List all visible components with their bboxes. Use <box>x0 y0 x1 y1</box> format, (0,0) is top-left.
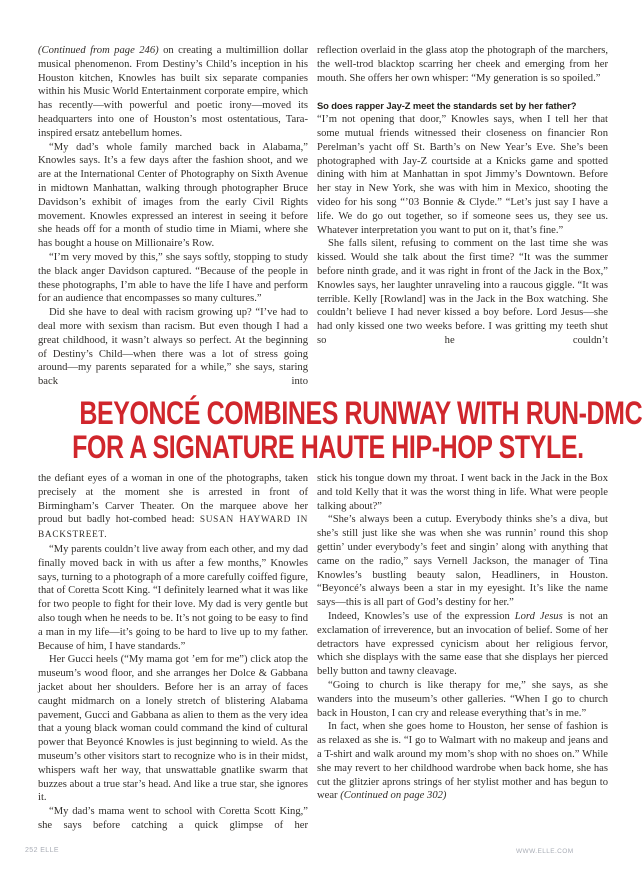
continued-on-note: (Continued on page 302) <box>340 790 447 802</box>
paragraph-text: In fact, when she goes home to Houston, her sense of fashion is as relaxed as she is. “I go to Walmart with no makeup and jeans and a T-shirt and walk around my mom’s shop with no shoes on.” While she may revert to her childhood wardrobe when back home, she has cut the glitzier aprons strings of her stylist mother and has begun to wear <box>317 721 608 802</box>
paragraph <box>317 610 608 679</box>
paragraph: “My dad’s whole family marched back in Alabama,” Knowles says. It’s a few days after the fashion shoot, and we are at the International Center of Photography on Sixth Avenue in midtown Manhattan, walking through photographer Bruce Davidson’s exhibit of images from the early Civil Rights movement. Knowles expressed an interest in seeing it before she heads off for a month of studio time in Miami, where she has bought a house on Millionaire’s Row. <box>38 141 308 250</box>
paragraph: Did she have to deal with racism growing up? “I’ve had to deal more with sexism than racism. But even though I had a great childhood, it wasn’t always so perfect. At the beginning of Destiny’s Child—when there was a lot of stress going around—my parents separated for a while,” she says, staring back into <box>38 307 308 388</box>
headline <box>0 396 642 464</box>
column-bottom-left <box>38 472 308 833</box>
paragraph-text: is not an exclamation of irreverence, but an invocation of belief. Some of her detractors have expressed cynicism about her religious fervor, which she displays with the same ease that she displays her pierced belly button and tawny cleavage. <box>317 610 608 678</box>
column-top-left <box>38 44 308 389</box>
paragraph: Her Gucci heels (“My mama got ’em for me”) click atop the museum’s wood floor, and she arranges her Dolce & Gabbana jacket about her shoulders. Before her is an array of faces caught midmarch on a lonely stretch of blistering Alabama pavement, Gucci and Gabbana as alien to them as the very idea that a young black woman could command the kind of cultural power that Beyoncé Knowles is just beginning to wield. As the museum’s other visitors start to recognize who is in their midst, whispers waft her way, that unswattable gnatlike swarm that buzzes about a true star’s head. And like a true star, she ignores it. <box>38 654 308 804</box>
paragraph: reflection overlaid in the glass atop the photograph of the marchers, the well-trod blacktop scarring her cheek and emerging from her mouth. She offers her own whisper: “My generation is so spoiled.” <box>317 45 608 84</box>
paragraph: “I’m not opening that door,” Knowles says, when I tell her that some mutual friends witnessed their closeness on financier Ron Perelman’s yacht off St. Barth’s on New Year’s Eve. She’s been photographed with Jay-Z courtside at a Knicks game and spotted dining with him at Manhattan in spot Jimmy’s Downtown. Before her stay in New York, she was with him in Mexico, shooting the video for his song “’03 Bonnie & Clyde.” “Let’s just say I have a life. We do go out together, so if someone sees us, they see us. Whatever interpretation you want to put on it, that’s fine.” <box>317 114 608 236</box>
italic-phrase: Lord Jesus <box>514 610 563 622</box>
headline-line-1 <box>0 396 642 430</box>
paragraph: She falls silent, refusing to comment on the last time she was kissed. Would she talk about the first time? “It was the summer before ninth grade, and it was right in front of the Jack in the Box,” Knowles says, her laughter unraveling into a raucous giggle. “It was terrible. Kelly [Rowland] was in the Jack in the Box watching. She couldn’t believe I had never kissed a boy before. Lord Jesus—she had only kissed one two weeks before. I was gritting my teeth shut so he couldn’t <box>317 238 608 346</box>
paragraph: “She’s always been a cutup. Everybody thinks she’s a diva, but she’s still just like she was when she was runnin’ round this shop gettin’ under everybody’s feet and singin’ along with anything that came on the radio,” says Vernell Jackson, the manager of Tina Knowles’s bustling beauty salon, Headliners, in Houston. “Beyoncé’s always been a star in my eyesight. It’s like the name says—this is all part of God’s destiny for her.” <box>317 514 608 609</box>
headline-text-1: BEYONCÉ COMBINES RUNWAY WITH RUN-DMC <box>79 395 642 431</box>
interview-question: So does rapper Jay-Z meet the standards set by her father? <box>317 100 577 112</box>
paragraph <box>38 44 308 141</box>
headline-line-2 <box>0 430 642 464</box>
continued-from-note: (Continued from page 246) <box>38 45 159 56</box>
footer-url: WWW.ELLE.COM <box>516 848 574 855</box>
paragraph-text: on creating a multimillion dollar musical phenomenon. From Destiny’s Child’s inception in his Houston kitchen, Knowles has built six separate companies within his Music World Entertainment corporate empire, which has recently—with powerful and poetic irony—moved its headquarters into one of Houston’s most ostentatious, Tara-inspired ersatz antebellum homes. <box>38 45 308 139</box>
column-top-right <box>317 44 608 348</box>
paragraph: “My dad’s mama went to school with Coretta Scott King,” she says before catching a quick glimpse of her <box>38 806 308 831</box>
paragraph: stick his tongue down my throat. I went back in the Jack in the Box and told Kelly that it was the worst thing in life. What were people talking about?” <box>317 473 608 512</box>
paragraph: “My parents couldn’t live away from each other, and my dad finally moved back in with us after a few months,” Knowles says, turning to a photograph of a more carefully coiffed figure, that of Coretta Scott King. “I definitely learned what it was like for two people to fight for their love. My dad is very gentle but also tough when he needs to be. It’s not going to be easy to find a man in my life—it’s going to be hard to live up to my father. Because of him, I have standards.” <box>38 543 308 652</box>
column-bottom-right <box>317 472 608 803</box>
paragraph-text: Indeed, Knowles’s use of the expression <box>328 610 515 622</box>
headline-text-2: FOR A SIGNATURE HAUTE HIP-HOP STYLE. <box>72 429 584 465</box>
paragraph-text: the defiant eyes of a woman in one of the photographs, taken precisely at the moment she is arrested in front of Birmingham’s Carver Theater. On the marquee above her proud but badly hot-combed head: <box>38 473 308 526</box>
paragraph: “I’m very moved by this,” she says softly, stopping to study the black anger Davidson captured. “Because of the people in these photographs, I’m able to have the life I have and perform for an audience that encompasses so many cultures.” <box>38 251 308 305</box>
paragraph <box>38 472 308 543</box>
footer-page-number: 252 ELLE <box>25 847 59 854</box>
paragraph: “Going to church is like therapy for me,” she says, as she wanders into the museum’s other galleries. “When I go to church back in Houston, I can cry and release everything that’s in me.” <box>317 679 608 719</box>
paragraph <box>317 720 608 803</box>
marquee-text: SUSAN HAYWARD IN BACKSTREET. <box>38 515 308 541</box>
